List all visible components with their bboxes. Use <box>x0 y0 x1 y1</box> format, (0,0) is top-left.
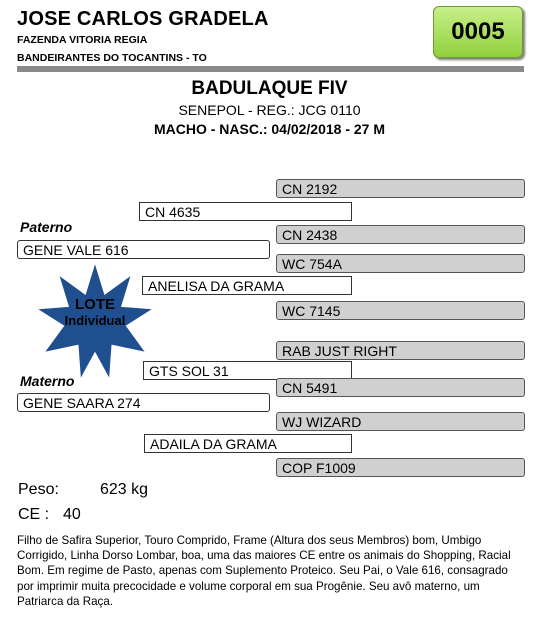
pedigree-sire: GENE VALE 616 <box>17 240 270 259</box>
pedigree-dam-sire-dam: CN 5491 <box>276 378 525 397</box>
maternal-label: Materno <box>20 373 75 389</box>
ce-label: CE : <box>18 506 50 523</box>
weight-value: 623 kg <box>100 481 149 498</box>
pedigree-dam-dam: ADAILA DA GRAMA <box>144 434 352 453</box>
pedigree-dam-sire-sire: RAB JUST RIGHT <box>276 341 525 360</box>
pedigree-sire-sire-dam: CN 2438 <box>276 225 525 244</box>
pedigree-dam-sire: GTS SOL 31 <box>143 361 352 380</box>
lote-badge-line2: Individual <box>64 313 126 328</box>
pedigree-dam-dam-dam: COP F1009 <box>276 458 525 477</box>
lot-number-badge: 0005 <box>433 6 523 58</box>
city-name: BANDEIRANTES DO TOCANTINS - TO <box>17 52 207 64</box>
animal-name: BADULAQUE FIV <box>191 78 348 99</box>
animal-description: Filho de Safira Superior, Touro Comprido, Frame (Altura dos seus Membros) bom, Umbigo Corrigido, Linha Dorso Lombar, boa, uma das maiores CE entre os animais do Shopping, Racial Bom. Em regime de Pasto, apenas com Suplemento Proteico. Seu Pai, o Vale 616, consagrado por imprimir muita precocidade e volume corporal em sua Progênie. Seu avô materno, um Patriarca da Raça. <box>17 534 511 608</box>
pedigree-sire-sire: CN 4635 <box>139 202 352 221</box>
owner-name: JOSE CARLOS GRADELA <box>17 8 269 30</box>
pedigree-dam: GENE SAARA 274 <box>17 393 270 412</box>
pedigree-sire-dam: ANELISA DA GRAMA <box>142 276 352 295</box>
ce-value: 40 <box>63 506 81 523</box>
lote-badge-text <box>36 296 154 328</box>
pedigree-sire-dam-dam: WC 7145 <box>276 301 525 320</box>
pedigree-sire-sire-sire: CN 2192 <box>276 179 525 198</box>
pedigree-dam-dam-sire: WJ WIZARD <box>276 412 525 431</box>
farm-name: FAZENDA VITORIA REGIA <box>17 34 148 46</box>
sex-birth-info: MACHO - NASC.: 04/02/2018 - 27 M <box>153 121 386 137</box>
header-divider <box>17 66 524 72</box>
paternal-label: Paterno <box>20 219 73 235</box>
weight-label: Peso: <box>18 481 59 498</box>
breed-registration: SENEPOL - REG.: JCG 0110 <box>178 102 361 118</box>
lote-badge-line1: LOTE <box>75 296 115 313</box>
pedigree-sire-dam-sire: WC 754A <box>276 254 525 273</box>
